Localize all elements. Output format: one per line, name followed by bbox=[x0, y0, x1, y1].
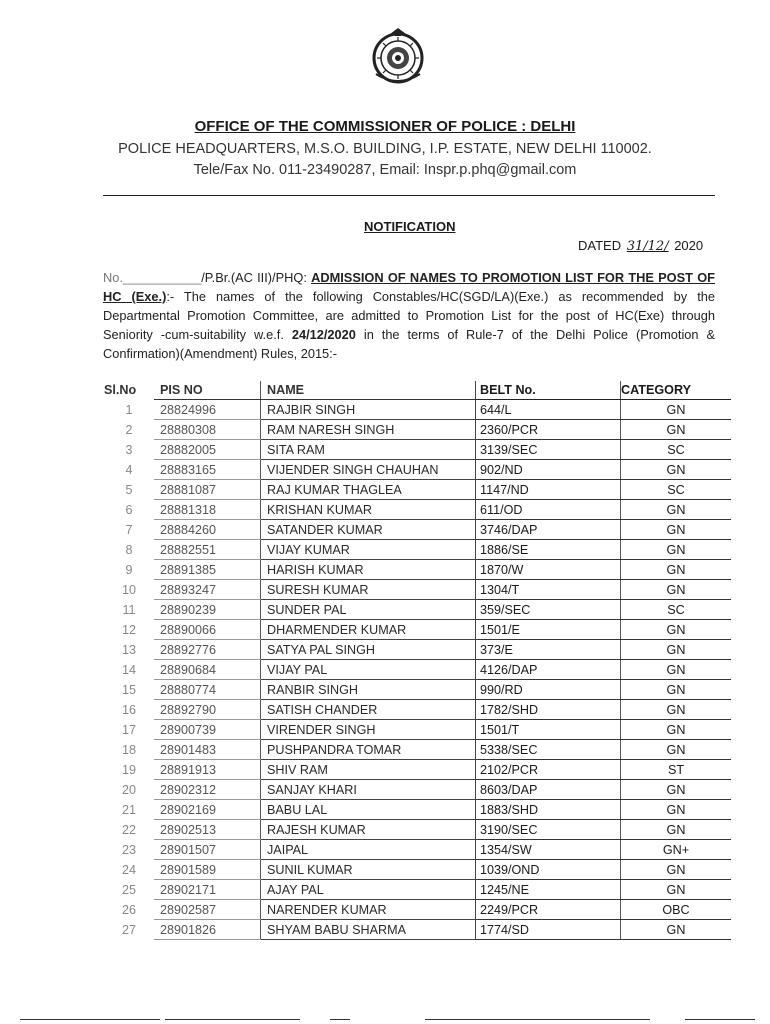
pis-no-cell: 28890684 bbox=[154, 660, 261, 680]
header-sl-no: Sl.No bbox=[104, 383, 137, 398]
category-cell: GN bbox=[621, 560, 732, 580]
sl-no-cell: 17 bbox=[121, 722, 136, 737]
pis-no-cell: 28901483 bbox=[154, 740, 261, 760]
category-cell: GN bbox=[621, 880, 732, 900]
pis-no-cell: 28880774 bbox=[154, 680, 261, 700]
category-cell: OBC bbox=[621, 900, 732, 920]
category-cell: GN bbox=[621, 420, 732, 440]
sl-no-cell: 7 bbox=[125, 522, 133, 537]
belt-no-cell: 3746/DAP bbox=[476, 520, 621, 540]
sl-no-cell: 20 bbox=[121, 782, 136, 797]
pis-no-cell: 28901589 bbox=[154, 860, 261, 880]
sl-no-cell: 4 bbox=[125, 462, 133, 477]
name-cell: SUNDER PAL bbox=[261, 600, 476, 620]
category-cell: SC bbox=[621, 600, 732, 620]
belt-no-cell: 2249/PCR bbox=[476, 900, 621, 920]
category-cell: GN bbox=[621, 920, 732, 940]
pis-no-cell: 28882005 bbox=[154, 440, 261, 460]
sl-no-cell: 23 bbox=[121, 842, 136, 857]
table-row bbox=[104, 720, 731, 740]
header-belt-no: BELT No. bbox=[476, 381, 621, 400]
belt-no-cell: 4126/DAP bbox=[476, 660, 621, 680]
pis-no-cell: 28901507 bbox=[154, 840, 261, 860]
table-row bbox=[104, 880, 731, 900]
table-row bbox=[104, 540, 731, 560]
table-row bbox=[104, 740, 731, 760]
table-row bbox=[104, 560, 731, 580]
sl-no-cell: 13 bbox=[121, 642, 136, 657]
police-emblem-icon bbox=[368, 26, 428, 86]
belt-no-cell: 990/RD bbox=[476, 680, 621, 700]
footer-rule bbox=[425, 1019, 650, 1020]
pis-no-cell: 28892776 bbox=[154, 640, 261, 660]
hq-address: POLICE HEADQUARTERS, M.S.O. BUILDING, I.P. ESTATE, NEW DELHI 110002. bbox=[118, 141, 652, 157]
category-cell: ST bbox=[621, 760, 732, 780]
sl-no-cell: 19 bbox=[121, 762, 136, 777]
sl-no-cell: 5 bbox=[125, 482, 133, 497]
belt-no-cell: 1354/SW bbox=[476, 840, 621, 860]
sl-no-cell: 9 bbox=[125, 562, 133, 577]
pis-no-cell: 28902587 bbox=[154, 900, 261, 920]
name-cell: SATYA PAL SINGH bbox=[261, 640, 476, 660]
table-row bbox=[104, 580, 731, 600]
name-cell: KRISHAN KUMAR bbox=[261, 500, 476, 520]
sl-no-cell: 22 bbox=[121, 822, 136, 837]
name-cell: NARENDER KUMAR bbox=[261, 900, 476, 920]
table-row bbox=[104, 420, 731, 440]
header-pis-no: PIS NO bbox=[154, 381, 261, 400]
belt-no-cell: 2102/PCR bbox=[476, 760, 621, 780]
category-cell: GN bbox=[621, 540, 732, 560]
sl-no-cell: 3 bbox=[125, 442, 133, 457]
sl-no-cell: 27 bbox=[121, 922, 136, 937]
pis-no-cell: 28890066 bbox=[154, 620, 261, 640]
table-row bbox=[104, 820, 731, 840]
name-cell: VIJENDER SINGH CHAUHAN bbox=[261, 460, 476, 480]
pis-no-cell: 28882551 bbox=[154, 540, 261, 560]
sl-no-cell: 25 bbox=[121, 882, 136, 897]
table-row bbox=[104, 860, 731, 880]
category-cell: GN bbox=[621, 500, 732, 520]
pis-no-cell: 28881087 bbox=[154, 480, 261, 500]
belt-no-cell: 644/L bbox=[476, 400, 621, 420]
pis-no-cell: 28902513 bbox=[154, 820, 261, 840]
table-row bbox=[104, 780, 731, 800]
sl-no-cell: 14 bbox=[121, 662, 136, 677]
no-value: ___________ bbox=[122, 270, 202, 285]
pis-no-cell: 28891913 bbox=[154, 760, 261, 780]
name-cell: SHYAM BABU SHARMA bbox=[261, 920, 476, 940]
notification-body bbox=[103, 268, 715, 363]
sl-no-cell: 6 bbox=[125, 502, 133, 517]
table-row bbox=[104, 680, 731, 700]
name-cell: SATANDER KUMAR bbox=[261, 520, 476, 540]
belt-no-cell: 1886/SE bbox=[476, 540, 621, 560]
table-row bbox=[104, 620, 731, 640]
category-cell: GN bbox=[621, 640, 732, 660]
table-row bbox=[104, 840, 731, 860]
table-row bbox=[104, 800, 731, 820]
pis-no-cell: 28890239 bbox=[154, 600, 261, 620]
sl-no-cell: 11 bbox=[122, 602, 136, 617]
category-cell: GN bbox=[621, 680, 732, 700]
category-cell: GN+ bbox=[621, 840, 732, 860]
pis-no-cell: 28884260 bbox=[154, 520, 261, 540]
pis-no-cell: 28892790 bbox=[154, 700, 261, 720]
sl-no-cell: 16 bbox=[121, 702, 136, 717]
category-cell: SC bbox=[621, 440, 732, 460]
body-part-1: :- The names of the following Constables/HC(SGD/LA)(Exe.) as recommended by the Departmental Promotion Committee, are admitted to Promotion List for the post of HC(Exe) through Seniority -cum-suitability w.e.f. bbox=[103, 289, 715, 342]
category-cell: GN bbox=[621, 460, 732, 480]
category-cell: GN bbox=[621, 780, 732, 800]
pis-no-cell: 28902312 bbox=[154, 780, 261, 800]
table-row bbox=[104, 640, 731, 660]
sl-no-cell: 26 bbox=[121, 902, 136, 917]
category-cell: GN bbox=[621, 400, 732, 420]
name-cell: SHIV RAM bbox=[261, 760, 476, 780]
belt-no-cell: 3139/SEC bbox=[476, 440, 621, 460]
name-cell: SUNIL KUMAR bbox=[261, 860, 476, 880]
effective-date: 24/12/2020 bbox=[291, 327, 356, 342]
belt-no-cell: 5338/SEC bbox=[476, 740, 621, 760]
subject-line: ADMISSION OF NAMES TO PROMOTION LIST FOR THE POST OF HC (Exe.) bbox=[103, 270, 715, 304]
category-cell: GN bbox=[621, 660, 732, 680]
category-cell: GN bbox=[621, 720, 732, 740]
belt-no-cell: 1870/W bbox=[476, 560, 621, 580]
name-cell: SITA RAM bbox=[261, 440, 476, 460]
header-category: CATEGORY bbox=[621, 381, 732, 400]
sl-no-cell: 21 bbox=[121, 802, 136, 817]
sl-no-cell: 24 bbox=[121, 862, 136, 877]
name-cell: SURESH KUMAR bbox=[261, 580, 476, 600]
name-cell: RAJBIR SINGH bbox=[261, 400, 476, 420]
sl-no-cell: 18 bbox=[121, 742, 136, 757]
name-cell: HARISH KUMAR bbox=[261, 560, 476, 580]
name-cell: JAIPAL bbox=[261, 840, 476, 860]
belt-no-cell: 3190/SEC bbox=[476, 820, 621, 840]
table-row bbox=[104, 460, 731, 480]
belt-no-cell: 359/SEC bbox=[476, 600, 621, 620]
footer-rule bbox=[330, 1019, 350, 1020]
category-cell: SC bbox=[621, 480, 732, 500]
belt-no-cell: 1782/SHD bbox=[476, 700, 621, 720]
name-cell: DHARMENDER KUMAR bbox=[261, 620, 476, 640]
belt-no-cell: 1501/E bbox=[476, 620, 621, 640]
sl-no-cell: 1 bbox=[125, 402, 133, 417]
table-row bbox=[104, 440, 731, 460]
pis-no-cell: 28901826 bbox=[154, 920, 261, 940]
dated-label: DATED bbox=[578, 238, 622, 253]
table-row bbox=[104, 920, 731, 940]
table-row bbox=[104, 600, 731, 620]
belt-no-cell: 373/E bbox=[476, 640, 621, 660]
pis-no-cell: 28902171 bbox=[154, 880, 261, 900]
category-cell: GN bbox=[621, 820, 732, 840]
sl-no-cell: 12 bbox=[121, 622, 136, 637]
belt-no-cell: 1501/T bbox=[476, 720, 621, 740]
belt-no-cell: 1147/ND bbox=[476, 480, 621, 500]
name-cell: VIRENDER SINGH bbox=[261, 720, 476, 740]
belt-no-cell: 1774/SD bbox=[476, 920, 621, 940]
belt-no-cell: 1039/OND bbox=[476, 860, 621, 880]
pis-no-cell: 28824996 bbox=[154, 400, 261, 420]
belt-no-cell: 1304/T bbox=[476, 580, 621, 600]
table-row bbox=[104, 400, 731, 420]
pis-no-cell: 28900739 bbox=[154, 720, 261, 740]
name-cell: PUSHPANDRA TOMAR bbox=[261, 740, 476, 760]
name-cell: RAJ KUMAR THAGLEA bbox=[261, 480, 476, 500]
sl-no-cell: 15 bbox=[121, 682, 136, 697]
pis-no-cell: 28902169 bbox=[154, 800, 261, 820]
table-row bbox=[104, 660, 731, 680]
sl-no-cell: 10 bbox=[121, 582, 136, 597]
category-cell: GN bbox=[621, 520, 732, 540]
dated-year: 2020 bbox=[674, 238, 704, 253]
belt-no-cell: 902/ND bbox=[476, 460, 621, 480]
footer-rule bbox=[685, 1019, 755, 1020]
dated-line bbox=[578, 238, 703, 254]
table-row bbox=[104, 500, 731, 520]
table-row bbox=[104, 700, 731, 720]
name-cell: RANBIR SINGH bbox=[261, 680, 476, 700]
sl-no-cell: 8 bbox=[125, 542, 133, 557]
contact-line: Tele/Fax No. 011-23490287, Email: Inspr.p.phq@gmail.com bbox=[193, 162, 577, 178]
pis-no-cell: 28893247 bbox=[154, 580, 261, 600]
category-cell: GN bbox=[621, 620, 732, 640]
name-cell: AJAY PAL bbox=[261, 880, 476, 900]
belt-no-cell: 2360/PCR bbox=[476, 420, 621, 440]
no-label: No. bbox=[103, 270, 123, 285]
dated-handwritten: 31/12/ bbox=[626, 239, 669, 254]
promotion-list-table bbox=[104, 381, 731, 940]
name-cell: VIJAY PAL bbox=[261, 660, 476, 680]
name-cell: RAJESH KUMAR bbox=[261, 820, 476, 840]
footer-rule bbox=[165, 1019, 300, 1020]
name-cell: RAM NARESH SINGH bbox=[261, 420, 476, 440]
header-name: NAME bbox=[261, 381, 476, 400]
belt-no-cell: 1883/SHD bbox=[476, 800, 621, 820]
name-cell: BABU LAL bbox=[261, 800, 476, 820]
belt-no-cell: 8603/DAP bbox=[476, 780, 621, 800]
office-title: OFFICE OF THE COMMISSIONER OF POLICE : DELHI bbox=[194, 118, 576, 135]
category-cell: GN bbox=[621, 860, 732, 880]
belt-no-cell: 1245/NE bbox=[476, 880, 621, 900]
pis-no-cell: 28881318 bbox=[154, 500, 261, 520]
table-row bbox=[104, 760, 731, 780]
pis-no-cell: 28880308 bbox=[154, 420, 261, 440]
category-cell: GN bbox=[621, 740, 732, 760]
category-cell: GN bbox=[621, 580, 732, 600]
table-header-row bbox=[104, 381, 731, 400]
table-row bbox=[104, 520, 731, 540]
sl-no-cell: 2 bbox=[125, 422, 133, 437]
name-cell: SANJAY KHARI bbox=[261, 780, 476, 800]
pis-no-cell: 28883165 bbox=[154, 460, 261, 480]
name-cell: VIJAY KUMAR bbox=[261, 540, 476, 560]
category-cell: GN bbox=[621, 700, 732, 720]
category-cell: GN bbox=[621, 800, 732, 820]
name-cell: SATISH CHANDER bbox=[261, 700, 476, 720]
table-row bbox=[104, 900, 731, 920]
header-divider bbox=[103, 195, 715, 196]
notification-heading: NOTIFICATION bbox=[364, 219, 456, 234]
branch-ref: /P.Br.(AC III)/PHQ: bbox=[201, 270, 307, 285]
body-part-2: in the terms of Rule-7 of the Delhi Police (Promotion & Confirmation)(Amendment) Rules, 2015:- bbox=[103, 327, 716, 361]
footer-rule bbox=[20, 1019, 160, 1020]
belt-no-cell: 611/OD bbox=[476, 500, 621, 520]
table-row bbox=[104, 480, 731, 500]
pis-no-cell: 28891385 bbox=[154, 560, 261, 580]
